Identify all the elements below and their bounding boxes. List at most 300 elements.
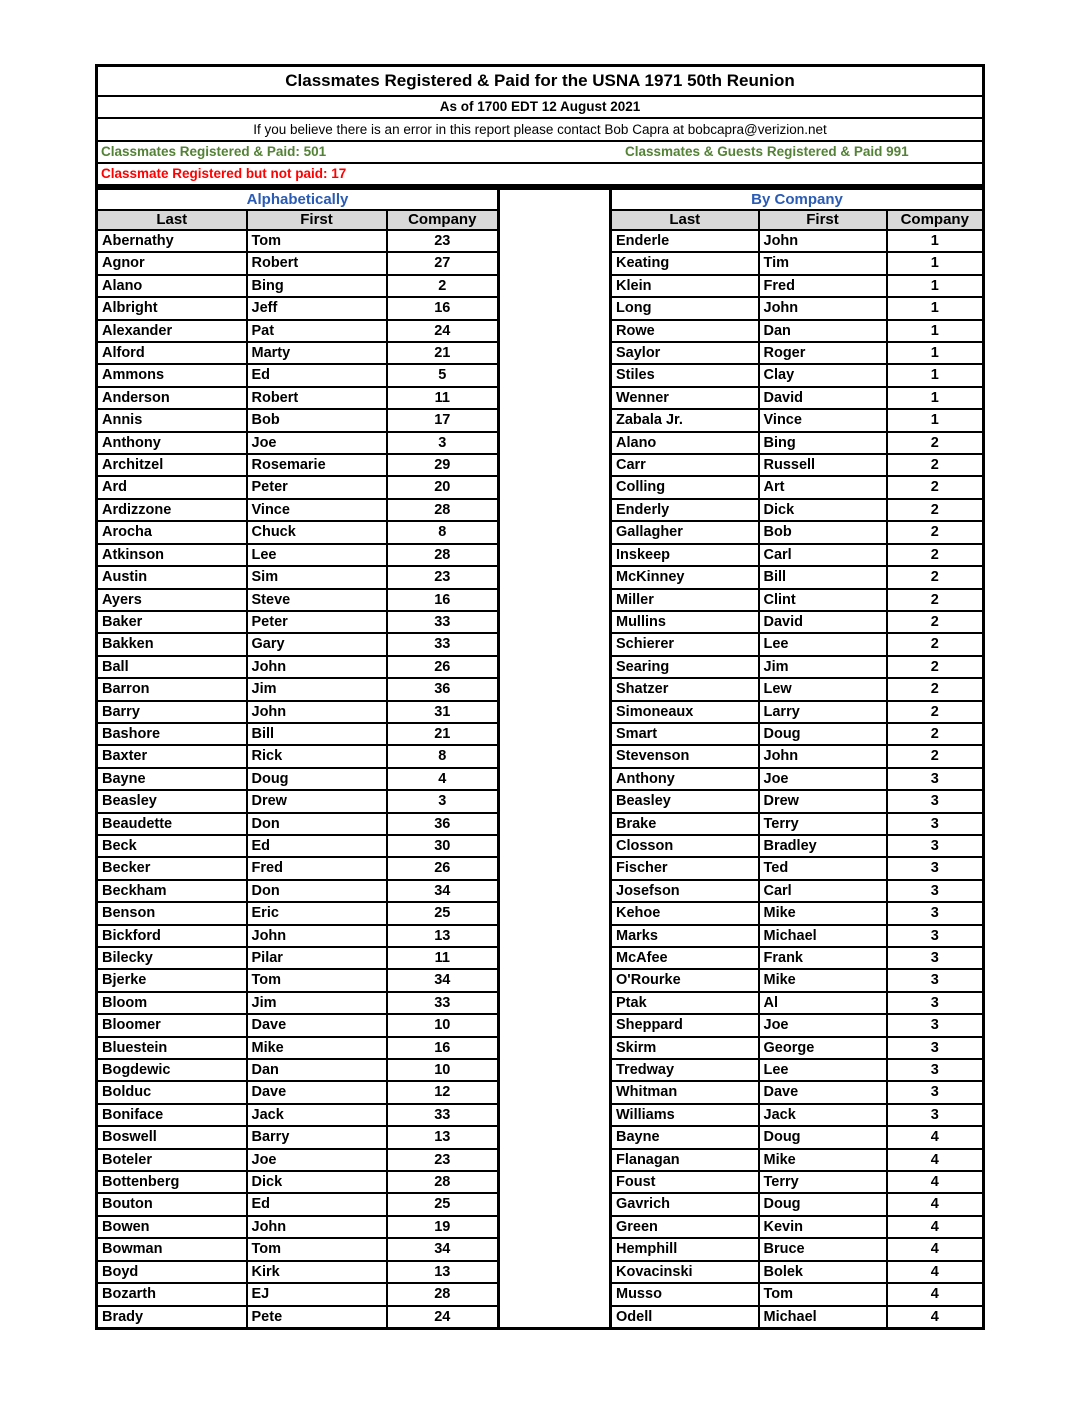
table-row xyxy=(97,969,499,991)
last-name-cell: Ball xyxy=(97,656,247,678)
company-cell: 8 xyxy=(387,521,499,543)
company-cell: 4 xyxy=(887,1171,984,1193)
last-name-cell: Carr xyxy=(611,454,759,476)
first-name-cell: Bob xyxy=(759,521,887,543)
table-row xyxy=(611,611,984,633)
classmates-paid-count: Classmates Registered & Paid: 501 xyxy=(101,144,327,159)
table-row xyxy=(97,432,499,454)
last-name-cell: Flanagan xyxy=(611,1149,759,1171)
first-name-cell: Bing xyxy=(759,432,887,454)
company-cell: 1 xyxy=(887,297,984,319)
company-cell: 21 xyxy=(387,723,499,745)
company-cell: 4 xyxy=(887,1238,984,1260)
company-cell: 34 xyxy=(387,880,499,902)
last-name-cell: Anthony xyxy=(611,768,759,790)
table-row xyxy=(97,589,499,611)
column-header-company: Company xyxy=(387,210,499,230)
company-cell: 4 xyxy=(887,1306,984,1329)
first-name-cell: Ted xyxy=(759,857,887,879)
last-name-cell: Beasley xyxy=(611,790,759,812)
not-paid-count: Classmate Registered but not paid: 17 xyxy=(98,162,982,184)
first-name-cell: Joe xyxy=(759,1014,887,1036)
first-name-cell: Dave xyxy=(759,1081,887,1103)
tables-region xyxy=(95,187,985,1330)
table-row xyxy=(611,1126,984,1148)
first-name-cell: Bing xyxy=(247,275,387,297)
company-cell: 16 xyxy=(387,589,499,611)
first-name-cell: Michael xyxy=(759,925,887,947)
company-cell: 23 xyxy=(387,230,499,252)
last-name-cell: Ptak xyxy=(611,992,759,1014)
table-row xyxy=(97,1149,499,1171)
last-name-cell: O'Rourke xyxy=(611,969,759,991)
table-row xyxy=(611,387,984,409)
last-name-cell: Enderle xyxy=(611,230,759,252)
last-name-cell: Wenner xyxy=(611,387,759,409)
table-row xyxy=(97,611,499,633)
by-company-table-caption: By Company xyxy=(611,189,984,211)
last-name-cell: Bogdewic xyxy=(97,1059,247,1081)
last-name-cell: Musso xyxy=(611,1283,759,1305)
table-row xyxy=(97,857,499,879)
table-row xyxy=(97,342,499,364)
first-name-cell: Bill xyxy=(759,566,887,588)
first-name-cell: Tom xyxy=(247,230,387,252)
table-row xyxy=(97,992,499,1014)
table-row xyxy=(97,947,499,969)
table-row xyxy=(97,1306,499,1329)
last-name-cell: Bayne xyxy=(611,1126,759,1148)
table-row xyxy=(611,813,984,835)
table-row xyxy=(97,454,499,476)
company-cell: 3 xyxy=(887,1014,984,1036)
table-row xyxy=(611,1014,984,1036)
first-name-cell: Sim xyxy=(247,566,387,588)
column-header-first: First xyxy=(247,210,387,230)
last-name-cell: Marks xyxy=(611,925,759,947)
company-cell: 1 xyxy=(887,342,984,364)
table-row xyxy=(611,1104,984,1126)
first-name-cell: Pete xyxy=(247,1306,387,1329)
last-name-cell: Bickford xyxy=(97,925,247,947)
company-cell: 20 xyxy=(387,476,499,498)
company-cell: 2 xyxy=(887,589,984,611)
last-name-cell: Barron xyxy=(97,678,247,700)
table-row xyxy=(97,678,499,700)
company-cell: 5 xyxy=(387,364,499,386)
table-row xyxy=(611,409,984,431)
table-row xyxy=(611,902,984,924)
last-name-cell: Gavrich xyxy=(611,1193,759,1215)
last-name-cell: Fischer xyxy=(611,857,759,879)
alphabetical-table-body xyxy=(97,230,499,1328)
company-cell: 2 xyxy=(887,678,984,700)
table-row xyxy=(611,1283,984,1305)
first-name-cell: Joe xyxy=(247,432,387,454)
first-name-cell: Robert xyxy=(247,387,387,409)
table-row xyxy=(97,1193,499,1215)
last-name-cell: Benson xyxy=(97,902,247,924)
last-name-cell: Brady xyxy=(97,1306,247,1329)
table-row xyxy=(97,1104,499,1126)
last-name-cell: Bjerke xyxy=(97,969,247,991)
last-name-cell: Atkinson xyxy=(97,544,247,566)
company-cell: 3 xyxy=(887,835,984,857)
by-company-column-headers xyxy=(611,210,984,230)
report-title: Classmates Registered & Paid for the USNA 1971 50th Reunion xyxy=(285,71,795,90)
company-cell: 16 xyxy=(387,1037,499,1059)
table-row xyxy=(611,320,984,342)
column-header-last: Last xyxy=(611,210,759,230)
company-cell: 3 xyxy=(887,947,984,969)
company-cell: 3 xyxy=(887,925,984,947)
first-name-cell: Lee xyxy=(759,1059,887,1081)
first-name-cell: Doug xyxy=(759,723,887,745)
company-cell: 19 xyxy=(387,1216,499,1238)
first-name-cell: Bradley xyxy=(759,835,887,857)
table-row xyxy=(611,1306,984,1329)
table-row xyxy=(97,521,499,543)
last-name-cell: Zabala Jr. xyxy=(611,409,759,431)
last-name-cell: Tredway xyxy=(611,1059,759,1081)
first-name-cell: Carl xyxy=(759,880,887,902)
first-name-cell: Jack xyxy=(759,1104,887,1126)
last-name-cell: Gallagher xyxy=(611,521,759,543)
first-name-cell: Fred xyxy=(759,275,887,297)
first-name-cell: Rosemarie xyxy=(247,454,387,476)
last-name-cell: Anderson xyxy=(97,387,247,409)
last-name-cell: Hemphill xyxy=(611,1238,759,1260)
first-name-cell: Drew xyxy=(759,790,887,812)
table-row xyxy=(97,1238,499,1260)
company-cell: 4 xyxy=(887,1126,984,1148)
first-name-cell: Joe xyxy=(759,768,887,790)
first-name-cell: Steve xyxy=(247,589,387,611)
company-cell: 13 xyxy=(387,925,499,947)
report-timestamp: As of 1700 EDT 12 August 2021 xyxy=(98,95,982,117)
table-row xyxy=(97,745,499,767)
table-row xyxy=(97,230,499,252)
table-row xyxy=(97,476,499,498)
company-cell: 11 xyxy=(387,947,499,969)
company-cell: 33 xyxy=(387,1104,499,1126)
table-row xyxy=(97,252,499,274)
company-cell: 3 xyxy=(887,813,984,835)
first-name-cell: Dave xyxy=(247,1014,387,1036)
company-cell: 2 xyxy=(887,476,984,498)
last-name-cell: McAfee xyxy=(611,947,759,969)
table-row xyxy=(611,476,984,498)
last-name-cell: Alford xyxy=(97,342,247,364)
first-name-cell: Eric xyxy=(247,902,387,924)
last-name-cell: Odell xyxy=(611,1306,759,1329)
by-company-table xyxy=(609,187,985,1330)
company-cell: 3 xyxy=(387,432,499,454)
by-company-table-body xyxy=(611,230,984,1328)
first-name-cell: Kirk xyxy=(247,1261,387,1283)
table-row xyxy=(611,589,984,611)
company-cell: 33 xyxy=(387,633,499,655)
first-name-cell: Barry xyxy=(247,1126,387,1148)
company-cell: 24 xyxy=(387,1306,499,1329)
first-name-cell: Tom xyxy=(247,969,387,991)
table-row xyxy=(611,969,984,991)
last-name-cell: Inskeep xyxy=(611,544,759,566)
last-name-cell: Bluestein xyxy=(97,1037,247,1059)
company-cell: 2 xyxy=(887,656,984,678)
first-name-cell: Vince xyxy=(247,499,387,521)
last-name-cell: McKinney xyxy=(611,566,759,588)
last-name-cell: Smart xyxy=(611,723,759,745)
table-row xyxy=(97,499,499,521)
company-cell: 13 xyxy=(387,1261,499,1283)
last-name-cell: Green xyxy=(611,1216,759,1238)
table-row xyxy=(611,768,984,790)
table-row xyxy=(97,701,499,723)
table-row xyxy=(611,701,984,723)
first-name-cell: Tom xyxy=(759,1283,887,1305)
last-name-cell: Shatzer xyxy=(611,678,759,700)
company-cell: 30 xyxy=(387,835,499,857)
column-header-first: First xyxy=(759,210,887,230)
first-name-cell: John xyxy=(247,701,387,723)
table-row xyxy=(611,297,984,319)
table-row xyxy=(611,1238,984,1260)
table-row xyxy=(611,1081,984,1103)
last-name-cell: Beckham xyxy=(97,880,247,902)
table-row xyxy=(611,1171,984,1193)
last-name-cell: Ard xyxy=(97,476,247,498)
company-cell: 2 xyxy=(887,611,984,633)
last-name-cell: Williams xyxy=(611,1104,759,1126)
last-name-cell: Klein xyxy=(611,275,759,297)
table-row xyxy=(97,633,499,655)
last-name-cell: Simoneaux xyxy=(611,701,759,723)
first-name-cell: Mike xyxy=(759,902,887,924)
company-cell: 34 xyxy=(387,1238,499,1260)
first-name-cell: David xyxy=(759,611,887,633)
company-cell: 3 xyxy=(887,902,984,924)
last-name-cell: Austin xyxy=(97,566,247,588)
alphabetical-table xyxy=(95,187,500,1330)
table-row xyxy=(97,656,499,678)
company-cell: 2 xyxy=(887,745,984,767)
table-row xyxy=(611,275,984,297)
table-row xyxy=(97,364,499,386)
first-name-cell: Bill xyxy=(247,723,387,745)
first-name-cell: Jeff xyxy=(247,297,387,319)
company-cell: 8 xyxy=(387,745,499,767)
company-cell: 2 xyxy=(887,723,984,745)
last-name-cell: Boteler xyxy=(97,1149,247,1171)
first-name-cell: Drew xyxy=(247,790,387,812)
column-header-company: Company xyxy=(887,210,984,230)
company-cell: 23 xyxy=(387,566,499,588)
last-name-cell: Schierer xyxy=(611,633,759,655)
first-name-cell: David xyxy=(759,387,887,409)
table-row xyxy=(611,1149,984,1171)
first-name-cell: Bruce xyxy=(759,1238,887,1260)
company-cell: 3 xyxy=(887,1104,984,1126)
first-name-cell: Fred xyxy=(247,857,387,879)
first-name-cell: Lew xyxy=(759,678,887,700)
company-cell: 1 xyxy=(887,320,984,342)
company-cell: 3 xyxy=(887,790,984,812)
table-row xyxy=(97,1081,499,1103)
last-name-cell: Bozarth xyxy=(97,1283,247,1305)
last-name-cell: Bilecky xyxy=(97,947,247,969)
first-name-cell: Jim xyxy=(247,992,387,1014)
first-name-cell: Joe xyxy=(247,1149,387,1171)
table-row xyxy=(611,499,984,521)
company-cell: 28 xyxy=(387,499,499,521)
company-cell: 2 xyxy=(887,633,984,655)
table-row xyxy=(611,1261,984,1283)
first-name-cell: Dick xyxy=(247,1171,387,1193)
table-row xyxy=(97,1014,499,1036)
last-name-cell: Stiles xyxy=(611,364,759,386)
table-row xyxy=(611,633,984,655)
last-name-cell: Ammons xyxy=(97,364,247,386)
company-cell: 4 xyxy=(887,1193,984,1215)
first-name-cell: Jack xyxy=(247,1104,387,1126)
table-row xyxy=(611,992,984,1014)
last-name-cell: Saylor xyxy=(611,342,759,364)
first-name-cell: Roger xyxy=(759,342,887,364)
alphabetical-table-caption: Alphabetically xyxy=(97,189,499,211)
company-cell: 3 xyxy=(887,768,984,790)
table-row xyxy=(97,387,499,409)
first-name-cell: Tim xyxy=(759,252,887,274)
table-row xyxy=(97,790,499,812)
company-cell: 11 xyxy=(387,387,499,409)
last-name-cell: Rowe xyxy=(611,320,759,342)
last-name-cell: Alano xyxy=(611,432,759,454)
last-name-cell: Boyd xyxy=(97,1261,247,1283)
first-name-cell: John xyxy=(759,230,887,252)
first-name-cell: Rick xyxy=(247,745,387,767)
first-name-cell: Al xyxy=(759,992,887,1014)
last-name-cell: Alexander xyxy=(97,320,247,342)
first-name-cell: Don xyxy=(247,880,387,902)
table-row xyxy=(97,544,499,566)
table-row xyxy=(97,1216,499,1238)
table-row xyxy=(611,835,984,857)
company-cell: 10 xyxy=(387,1059,499,1081)
company-cell: 1 xyxy=(887,252,984,274)
table-row xyxy=(97,1283,499,1305)
last-name-cell: Architzel xyxy=(97,454,247,476)
table-row xyxy=(97,1171,499,1193)
report-header-block xyxy=(95,64,985,187)
first-name-cell: John xyxy=(247,656,387,678)
last-name-cell: Searing xyxy=(611,656,759,678)
table-row xyxy=(97,723,499,745)
company-cell: 10 xyxy=(387,1014,499,1036)
column-header-last: Last xyxy=(97,210,247,230)
first-name-cell: Russell xyxy=(759,454,887,476)
table-row xyxy=(611,342,984,364)
company-cell: 33 xyxy=(387,611,499,633)
first-name-cell: Jim xyxy=(759,656,887,678)
last-name-cell: Annis xyxy=(97,409,247,431)
table-row xyxy=(97,813,499,835)
table-row xyxy=(611,544,984,566)
first-name-cell: Pilar xyxy=(247,947,387,969)
company-cell: 1 xyxy=(887,409,984,431)
table-row xyxy=(611,925,984,947)
last-name-cell: Bloom xyxy=(97,992,247,1014)
first-name-cell: George xyxy=(759,1037,887,1059)
company-cell: 28 xyxy=(387,1171,499,1193)
company-cell: 2 xyxy=(887,499,984,521)
last-name-cell: Josefson xyxy=(611,880,759,902)
table-row xyxy=(97,297,499,319)
table-row xyxy=(97,768,499,790)
first-name-cell: Terry xyxy=(759,813,887,835)
last-name-cell: Miller xyxy=(611,589,759,611)
table-row xyxy=(611,880,984,902)
last-name-cell: Bottenberg xyxy=(97,1171,247,1193)
table-row xyxy=(611,745,984,767)
table-row xyxy=(611,252,984,274)
report-sheet xyxy=(95,64,985,1330)
alphabetical-column-headers xyxy=(97,210,499,230)
company-cell: 12 xyxy=(387,1081,499,1103)
first-name-cell: Vince xyxy=(759,409,887,431)
first-name-cell: Peter xyxy=(247,611,387,633)
table-row xyxy=(611,947,984,969)
table-row xyxy=(611,454,984,476)
company-cell: 3 xyxy=(887,1037,984,1059)
last-name-cell: Anthony xyxy=(97,432,247,454)
last-name-cell: Bowen xyxy=(97,1216,247,1238)
first-name-cell: Mike xyxy=(759,1149,887,1171)
first-name-cell: Mike xyxy=(247,1037,387,1059)
first-name-cell: Bolek xyxy=(759,1261,887,1283)
table-divider-column xyxy=(500,187,609,1330)
last-name-cell: Alano xyxy=(97,275,247,297)
company-cell: 25 xyxy=(387,1193,499,1215)
company-cell: 1 xyxy=(887,364,984,386)
first-name-cell: Frank xyxy=(759,947,887,969)
table-row xyxy=(97,275,499,297)
last-name-cell: Bashore xyxy=(97,723,247,745)
last-name-cell: Albright xyxy=(97,297,247,319)
company-cell: 34 xyxy=(387,969,499,991)
table-row xyxy=(97,880,499,902)
company-cell: 2 xyxy=(887,521,984,543)
company-cell: 25 xyxy=(387,902,499,924)
company-cell: 26 xyxy=(387,857,499,879)
first-name-cell: Doug xyxy=(759,1193,887,1215)
table-row xyxy=(611,364,984,386)
last-name-cell: Bloomer xyxy=(97,1014,247,1036)
table-row xyxy=(611,678,984,700)
last-name-cell: Mullins xyxy=(611,611,759,633)
last-name-cell: Beasley xyxy=(97,790,247,812)
table-row xyxy=(97,566,499,588)
table-row xyxy=(611,723,984,745)
first-name-cell: Gary xyxy=(247,633,387,655)
last-name-cell: Agnor xyxy=(97,252,247,274)
first-name-cell: Don xyxy=(247,813,387,835)
contact-notice: If you believe there is an error in this report please contact Bob Capra at bobcapra@verizion.net xyxy=(98,117,982,140)
table-row xyxy=(97,835,499,857)
company-cell: 1 xyxy=(887,230,984,252)
company-cell: 21 xyxy=(387,342,499,364)
table-row xyxy=(97,925,499,947)
